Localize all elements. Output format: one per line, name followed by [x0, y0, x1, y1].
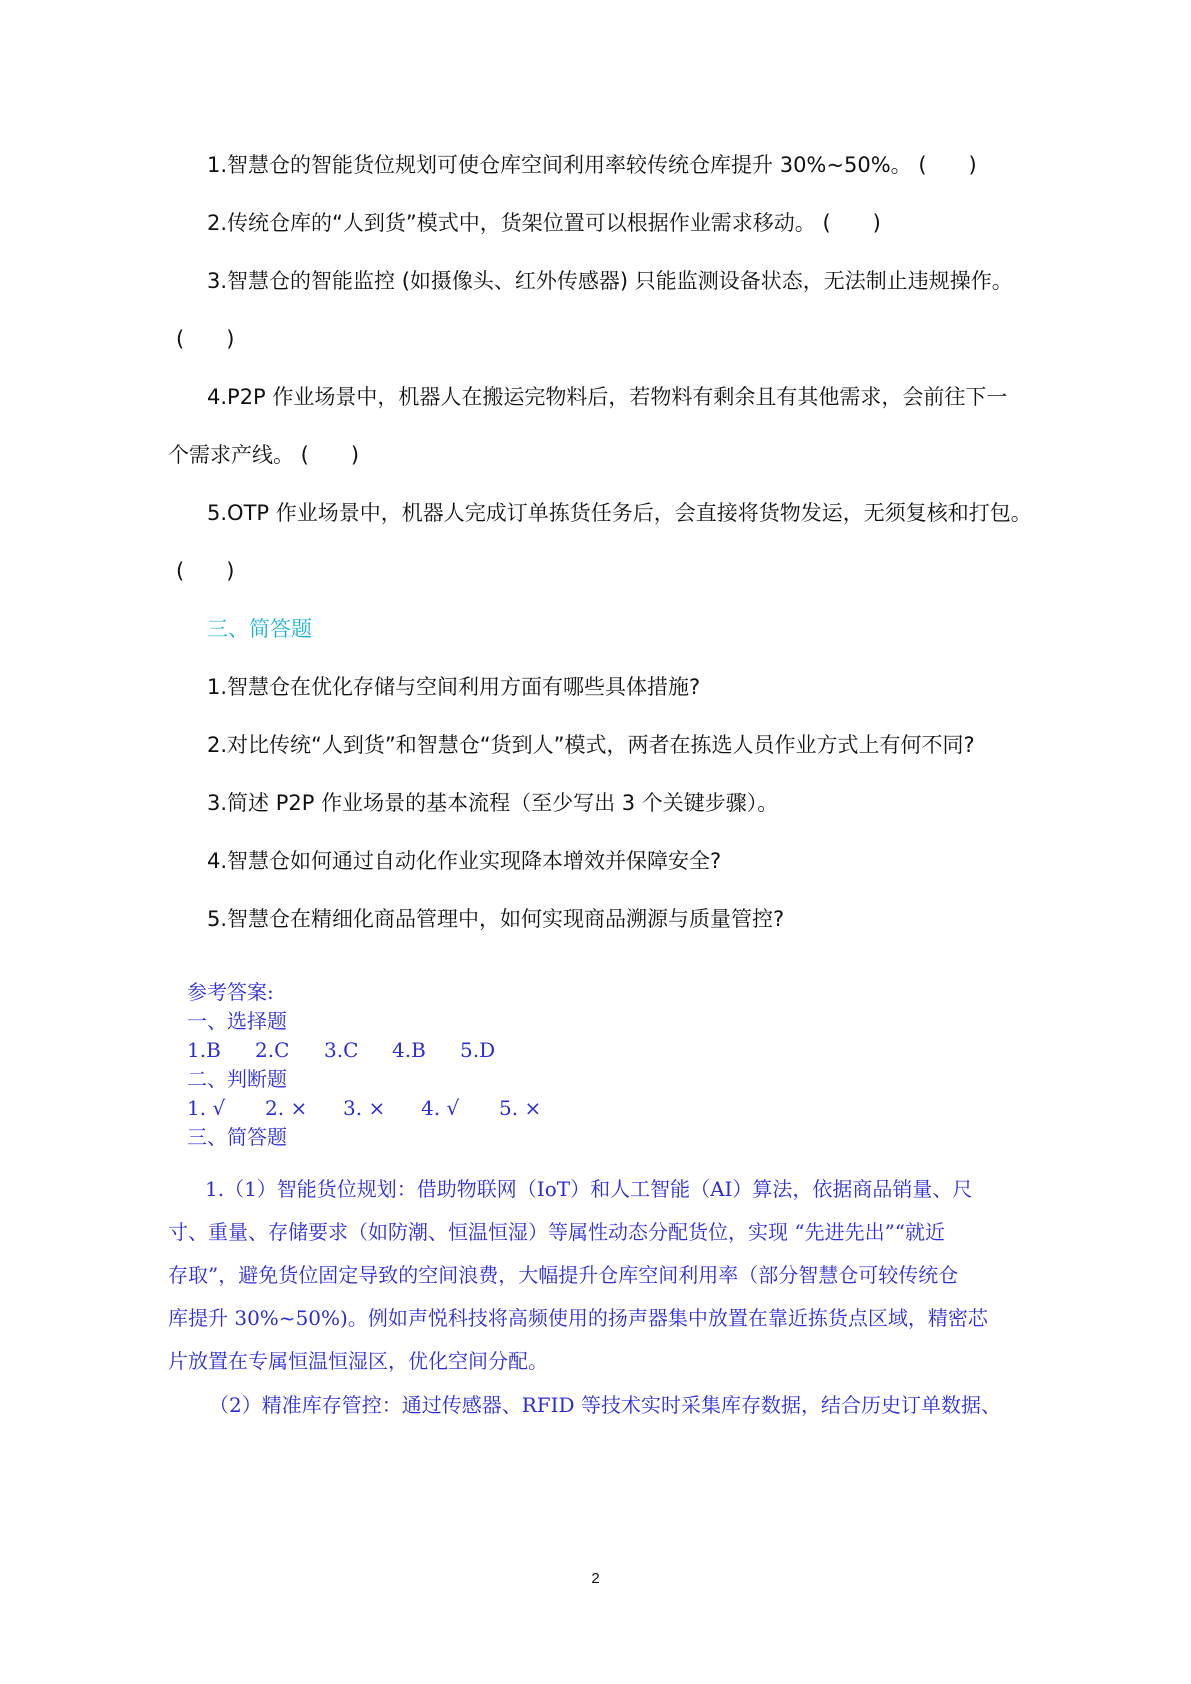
answer-paragraph-1-line: 1.（1）智能货位规划：借助物联网（IoT）和人工智能（AI）算法，依据商品销量、尺: [205, 1177, 973, 1201]
short-answer-question-1: 1.智慧仓在优化存储与空间利用方面有哪些具体措施?: [207, 675, 701, 699]
judgement-question-1: 1.智慧仓的智能货位规划可使仓库空间利用率较传统仓库提升 30%~50%。 ( ): [207, 153, 977, 177]
answer-choice-item: 3.C: [324, 1038, 359, 1062]
answer-choice-item: 4.B: [392, 1038, 426, 1062]
answer-section-choice: 一、选择题: [187, 1009, 287, 1033]
answer-key-title: 参考答案:: [187, 980, 274, 1004]
judgement-question-3-bracket: ( ): [176, 327, 235, 351]
section-heading-short-answer: 三、简答题: [207, 617, 312, 641]
answer-paragraph-1-line: 库提升 30%~50%)。例如声悦科技将高频使用的扬声器集中放置在靠近拣货点区域，精密芯: [168, 1306, 988, 1330]
answer-paragraph-1-line: 寸、重量、存储要求（如防潮、恒温恒湿）等属性动态分配货位，实现 “先进先出”“就近: [168, 1220, 946, 1244]
answer-judge-item: 5. ×: [499, 1096, 542, 1120]
judgement-question-2: 2.传统仓库的“人到货”模式中，货架位置可以根据作业需求移动。 ( ): [207, 211, 881, 235]
judgement-question-5-bracket: ( ): [176, 559, 235, 583]
answer-section-judgement: 二、判断题: [187, 1067, 287, 1091]
judgement-question-5: 5.OTP 作业场景中，机器人完成订单拣货任务后，会直接将货物发运，无须复核和打包。: [207, 501, 1032, 525]
answer-choice-item: 1.B: [187, 1038, 221, 1062]
answer-judge-item: 2. ×: [265, 1096, 308, 1120]
short-answer-question-3: 3.简述 P2P 作业场景的基本流程（至少写出 3 个关键步骤）。: [207, 791, 779, 815]
short-answer-question-4: 4.智慧仓如何通过自动化作业实现降本增效并保障安全?: [207, 849, 722, 873]
page-number: 2: [591, 1570, 600, 1587]
answer-choice-item: 2.C: [255, 1038, 290, 1062]
answer-judge-item: 3. ×: [343, 1096, 386, 1120]
answer-judge-list: [187, 1093, 541, 1123]
answer-choice-item: 5.D: [460, 1038, 496, 1062]
judgement-question-4-continued: 个需求产线。 ( ): [168, 443, 360, 467]
answer-paragraph-2-line: （2）精准库存管控：通过传感器、RFID 等技术实时采集库存数据，结合历史订单数据、: [209, 1393, 1001, 1417]
short-answer-question-5: 5.智慧仓在精细化商品管理中，如何实现商品溯源与质量管控?: [207, 907, 785, 931]
judgement-question-4: 4.P2P 作业场景中，机器人在搬运完物料后，若物料有剩余且有其他需求，会前往下一: [207, 385, 1008, 409]
short-answer-question-2: 2.对比传统“人到货”和智慧仓“货到人”模式，两者在拣选人员作业方式上有何不同?: [207, 733, 975, 757]
answer-choice-list: [187, 1035, 495, 1065]
answer-paragraph-1-line: 存取”，避免货位固定导致的空间浪费，大幅提升仓库空间利用率（部分智慧仓可较传统仓: [168, 1263, 959, 1287]
answer-paragraph-1-line: 片放置在专属恒温恒湿区，优化空间分配。: [168, 1349, 548, 1373]
answer-judge-item: 1. √: [187, 1096, 226, 1120]
judgement-question-3: 3.智慧仓的智能监控 (如摄像头、红外传感器) 只能监测设备状态，无法制止违规操作。: [207, 269, 1013, 293]
answer-section-short: 三、简答题: [187, 1125, 287, 1149]
answer-judge-item: 4. √: [421, 1096, 460, 1120]
